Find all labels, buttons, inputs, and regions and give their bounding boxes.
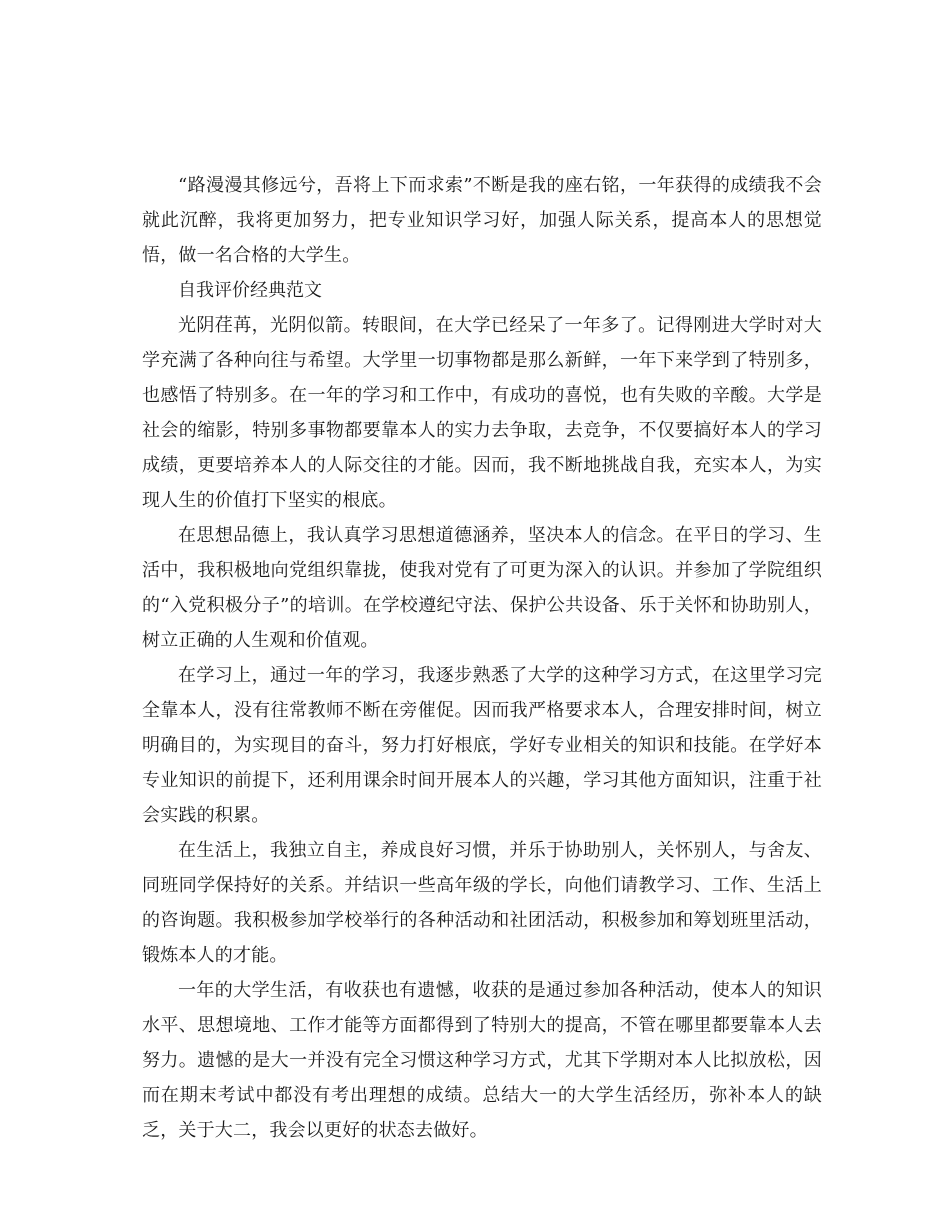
paragraph-motto: “路漫漫其修远兮，吾将上下而求索”不断是我的座右铭，一年获得的成绩我不会就此沉醉，我将更加努力，把专业知识学习好，加强人际关系，提高本人的思想觉悟，做一名合格的大学生。 [142, 175, 822, 266]
paragraph-summary: 一年的大学生活，有收获也有遗憾，收获的是通过参加各种活动，使本人的知识水平、思想境地、工作才能等方面都得到了特别大的提高，不管在哪里都要靠本人去努力。遗憾的是大一并没有完全习惯这种学习方式，尤其下学期对本人比拟放松，因而在期末考试中都没有考出理想的成绩。总结大一的大学生活经历，弥补本人的缺乏，关于大二，我会以更好的状态去做好。 [142, 980, 822, 1141]
paragraph-study: 在学习上，通过一年的学习，我逐步熟悉了大学的这种学习方式，在这里学习完全靠本人，没有往常教师不断在旁催促。因而我严格要求本人，合理安排时间，树立明确目的，为实现目的奋斗，努力打好根底，学好专业相关的知识和技能。在学好本专业知识的前提下，还利用课余时间开展本人的兴趣，学习其他方面知识，注重于社会实践的积累。 [142, 665, 822, 826]
section-heading: 自我评价经典范文 [178, 280, 322, 301]
paragraph-intro: 光阴荏苒，光阴似箭。转眼间，在大学已经呆了一年多了。记得刚进大学时对大学充满了各种向往与希望。大学里一切事物都是那么新鲜，一年下来学到了特别多，也感悟了特别多。在一年的学习和工作中，有成功的喜悦，也有失败的辛酸。大学是社会的缩影，特别多事物都要靠本人的实力去争取，去竞争，不仅要搞好本人的学习成绩，更要培养本人的人际交往的才能。因而，我不断地挑战自我，充实本人，为实现人生的价值打下坚实的根底。 [142, 315, 822, 511]
paragraph-life: 在生活上，我独立自主，养成良好习惯，并乐于协助别人，关怀别人，与舍友、同班同学保持好的关系。并结识一些高年级的学长，向他们请教学习、工作、生活上的咨询题。我积极参加学校举行的各种活动和社团活动，积极参加和筹划班里活动，锻炼本人的才能。 [142, 840, 822, 966]
paragraph-ideology: 在思想品德上，我认真学习思想道德涵养，坚决本人的信念。在平日的学习、生活中，我积极地向党组织靠拢，使我对党有了可更为深入的认识。并参加了学院组织的“入党积极分子”的培训。在学校遵纪守法、保护公共设备、乐于关怀和协助别人，树立正确的人生观和价值观。 [142, 525, 822, 651]
document-body [142, 168, 822, 1148]
